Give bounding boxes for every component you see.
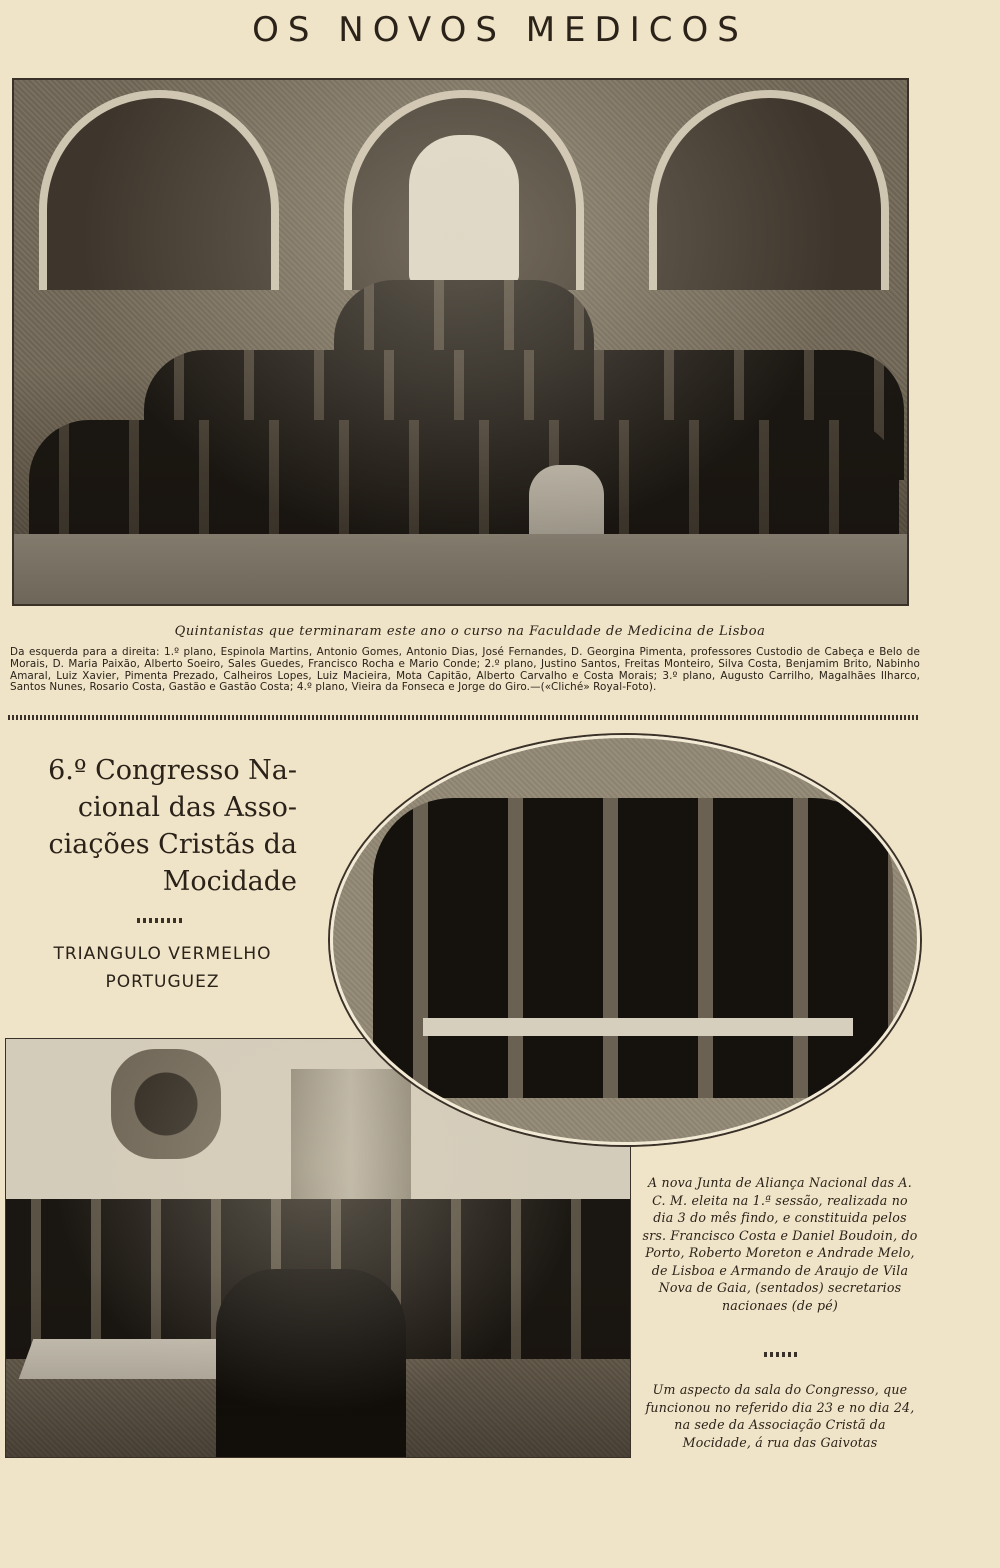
subhead-line: TRIANGULO VERMELHO bbox=[53, 944, 272, 964]
people-back-row bbox=[334, 280, 594, 400]
bench bbox=[423, 1018, 853, 1036]
floor bbox=[14, 534, 907, 604]
caption-divider bbox=[764, 1352, 800, 1357]
subhead-line: PORTUGUEZ bbox=[105, 972, 220, 992]
people-middle-row bbox=[144, 350, 904, 480]
flags-decoration bbox=[111, 1049, 221, 1159]
headline-line: cional das Asso- bbox=[77, 792, 297, 823]
page-title: OS NOVOS MEDICOS bbox=[252, 10, 748, 50]
headline-divider bbox=[137, 918, 185, 923]
headline-line: 6.º Congresso Na- bbox=[48, 755, 297, 786]
woman-white-dress bbox=[529, 465, 604, 606]
dotted-divider bbox=[8, 715, 920, 720]
arch-center bbox=[344, 90, 584, 290]
congress-table bbox=[19, 1339, 294, 1379]
headline-line: ciações Cristãs da bbox=[48, 829, 297, 860]
article-headline bbox=[22, 752, 297, 900]
board-members bbox=[373, 798, 893, 1098]
headline-line: Mocidade bbox=[162, 866, 297, 897]
top-photo-caption: Quintanistas que terminaram este ano o curso na Faculdade de Medicina de Lisboa bbox=[174, 624, 766, 639]
foreground-attendees bbox=[216, 1269, 406, 1458]
people-front-row bbox=[29, 420, 899, 606]
arch-left bbox=[39, 90, 279, 290]
alliance-board-oval-photo bbox=[330, 735, 920, 1145]
bust-statue bbox=[409, 135, 519, 285]
top-photo-names: Da esquerda para a direita: 1.º plano, Espinola Martins, Antonio Gomes, Antonio Dias, José Fernandes, D. Georgina Pimenta, professores Custodio de Cabeça e Belo de Morais, D. Maria Paixão, Alberto Soeiro, Sales Guedes, Francisco Rocha e Mario Conde; 2.º plano, Justino Santos, Freitas Monteiro, Silva Costa, Benjamim Brito, Nabinho Amaral, Luiz Xavier, Pimenta Prezado, Calheiros Lopes, Luiz Macieira, Mota Capitão, Alberto Carvalho e Costa Morais; 3.º plano, Augusto Carrilho, Magalhães Ilharco, Santos Nunes, Rosario Costa, Gastão e Gastão Costa; 4.º plano, Vieira da Fonseca e Jorge do Giro.—(«Cliché» Royal-Foto). bbox=[10, 646, 920, 694]
article-subhead bbox=[30, 940, 295, 996]
arch-right bbox=[649, 90, 889, 290]
oval-photo-caption: A nova Junta de Aliança Nacional das A. C. M. eleita na 1.ª sessão, realizada no dia 3 do mês findo, e constituida pelos srs. Francisco Costa e Daniel Boudoin, do Porto, Roberto Moreton e Andrade Melo, de Lisboa e Armando de Araujo de Vila Nova de Gaia, (sentados) secretarios nacionaes (de pé) bbox=[642, 1175, 918, 1313]
graduates-group-photo bbox=[12, 78, 909, 606]
seated-attendees bbox=[6, 1199, 630, 1359]
room-photo-caption: Um aspecto da sala do Congresso, que funcionou no referido dia 23 e no dia 24, na sede da Associação Cristã da Mocidade, á rua das Gaivotas bbox=[645, 1382, 915, 1450]
